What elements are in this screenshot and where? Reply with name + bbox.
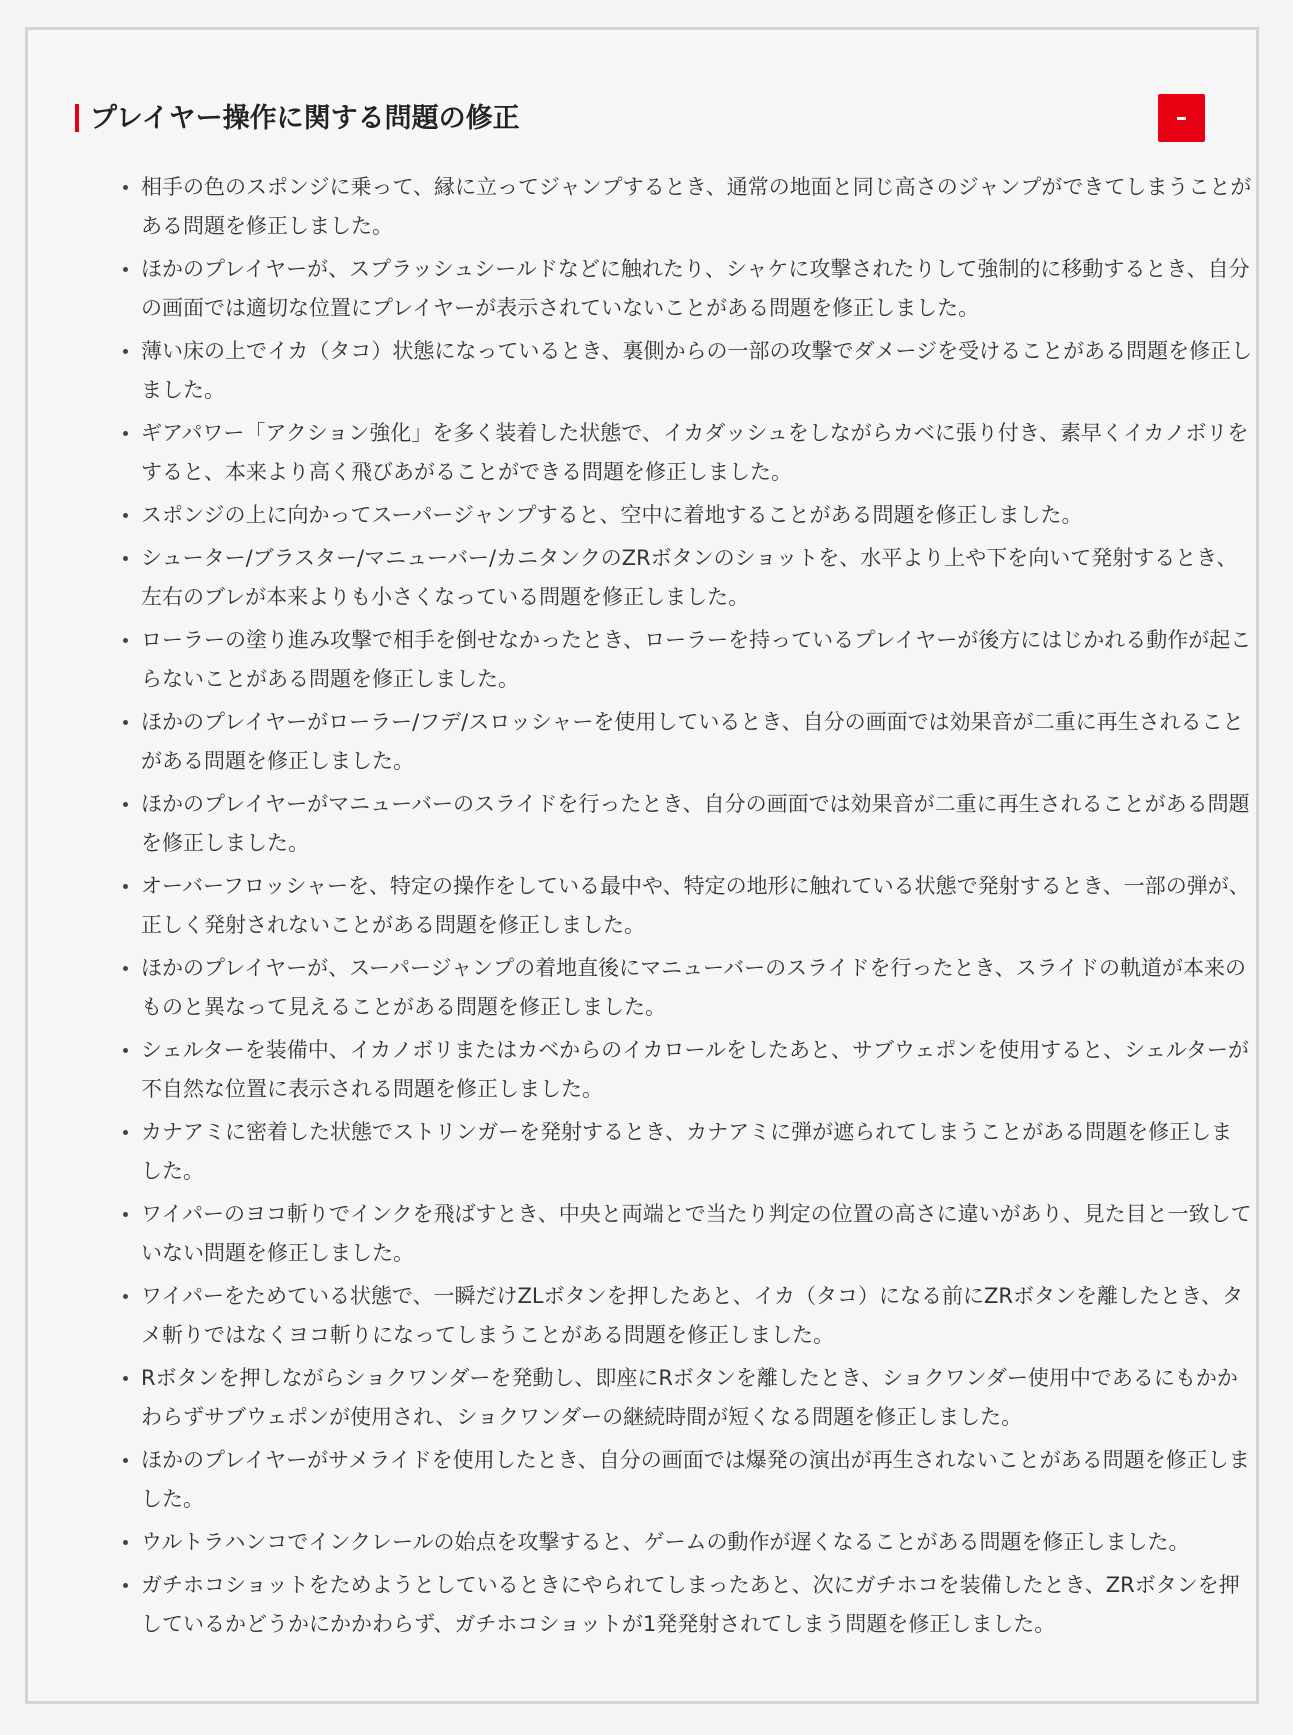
list-item-text: ウルトラハンコでインクレールの始点を攻撃すると、ゲームの動作が遅くなることがある問題を修正しました。 bbox=[141, 1530, 1190, 1554]
list-item-text: Rボタンを押しながらショクワンダーを発動し、即座にRボタンを離したとき、ショクワンダー使用中であるにもかかわらずサブウェポンが使用され、ショクワンダーの継続時間が短くなる問題を修正しました。 bbox=[141, 1366, 1238, 1429]
list-item-text: ワイパーのヨコ斬りでインクを飛ばすとき、中央と両端とで当たり判定の位置の高さに違いがあり、見た目と一致していない問題を修正しました。 bbox=[141, 1202, 1252, 1265]
bullet-icon bbox=[123, 1048, 128, 1053]
bullet-icon bbox=[123, 638, 128, 643]
section-title: プレイヤー操作に関する問題の修正 bbox=[90, 103, 520, 134]
list-item bbox=[123, 1031, 1253, 1109]
bullet-icon bbox=[123, 884, 128, 889]
list-item-text: ガチホコショットをためようとしているときにやられてしまったあと、次にガチホコを装備したとき、ZRボタンを押しているかどうかにかかわらず、ガチホコショットが1発発射されてしまう問題を修正しました。 bbox=[141, 1573, 1240, 1636]
list-item bbox=[123, 414, 1253, 492]
fix-list bbox=[123, 168, 1253, 1648]
list-item bbox=[123, 1277, 1253, 1355]
list-item bbox=[123, 1566, 1253, 1644]
bullet-icon bbox=[123, 431, 128, 436]
list-item-text: ワイパーをためている状態で、一瞬だけZLボタンを押したあと、イカ（タコ）になる前にZRボタンを離したとき、タメ斬りではなくヨコ斬りになってしまうことがある問題を修正しました。 bbox=[141, 1284, 1244, 1347]
list-item bbox=[123, 1359, 1253, 1437]
list-item-text: ほかのプレイヤーが、スーパージャンプの着地直後にマニューバーのスライドを行ったとき、スライドの軌道が本来のものと異なって見えることがある問題を修正しました。 bbox=[141, 956, 1247, 1019]
fix-notes-panel bbox=[25, 27, 1259, 1704]
list-item-text: ほかのプレイヤーがマニューバーのスライドを行ったとき、自分の画面では効果音が二重に再生されることがある問題を修正しました。 bbox=[141, 792, 1250, 855]
collapse-button[interactable] bbox=[1158, 94, 1205, 142]
bullet-icon bbox=[123, 802, 128, 807]
bullet-icon bbox=[123, 966, 128, 971]
list-item bbox=[123, 250, 1253, 328]
bullet-icon bbox=[123, 1376, 128, 1381]
bullet-icon bbox=[123, 1212, 128, 1217]
list-item-text: スポンジの上に向かってスーパージャンプすると、空中に着地することがある問題を修正しました。 bbox=[141, 503, 1083, 527]
bullet-icon bbox=[123, 556, 128, 561]
bullet-icon bbox=[123, 349, 128, 354]
bullet-icon bbox=[123, 1540, 128, 1545]
bullet-icon bbox=[123, 513, 128, 518]
list-item bbox=[123, 168, 1253, 246]
list-item bbox=[123, 621, 1253, 699]
list-item bbox=[123, 867, 1253, 945]
list-item-text: ほかのプレイヤーが、スプラッシュシールドなどに触れたり、シャケに攻撃されたりして強制的に移動するとき、自分の画面では適切な位置にプレイヤーが表示されていないことがある問題を修正しました。 bbox=[141, 257, 1250, 320]
list-item-text: オーバーフロッシャーを、特定の操作をしている最中や、特定の地形に触れている状態で発射するとき、一部の弾が、正しく発射されないことがある問題を修正しました。 bbox=[141, 874, 1250, 937]
list-item bbox=[123, 496, 1253, 535]
list-item-text: ギアパワー「アクション強化」を多く装着した状態で、イカダッシュをしながらカベに張り付き、素早くイカノボリをすると、本来より高く飛びあがることができる問題を修正しました。 bbox=[141, 421, 1249, 484]
list-item bbox=[123, 1195, 1253, 1273]
list-item bbox=[123, 703, 1253, 781]
list-item-text: ほかのプレイヤーがサメライドを使用したとき、自分の画面では爆発の演出が再生されないことがある問題を修正しました。 bbox=[141, 1448, 1250, 1511]
list-item-text: シューター/ブラスター/マニューバー/カニタンクのZRボタンのショットを、水平より上や下を向いて発射するとき、左右のブレが本来よりも小さくなっている問題を修正しました。 bbox=[141, 546, 1238, 609]
list-item-text: ほかのプレイヤーがローラー/フデ/スロッシャーを使用しているとき、自分の画面では効果音が二重に再生されることがある問題を修正しました。 bbox=[141, 710, 1244, 773]
list-item-text: カナアミに密着した状態でストリンガーを発射するとき、カナアミに弾が遮られてしまうことがある問題を修正しました。 bbox=[141, 1120, 1233, 1183]
bullet-icon bbox=[123, 1458, 128, 1463]
bullet-icon bbox=[123, 1583, 128, 1588]
list-item bbox=[123, 1523, 1253, 1562]
title-accent-bar bbox=[75, 104, 79, 132]
list-item bbox=[123, 1113, 1253, 1191]
list-item-text: 相手の色のスポンジに乗って、縁に立ってジャンプするとき、通常の地面と同じ高さのジャンプができてしまうことがある問題を修正しました。 bbox=[141, 175, 1252, 238]
list-item-text: 薄い床の上でイカ（タコ）状態になっているとき、裏側からの一部の攻撃でダメージを受けることがある問題を修正しました。 bbox=[141, 339, 1253, 402]
bullet-icon bbox=[123, 1294, 128, 1299]
bullet-icon bbox=[123, 267, 128, 272]
list-item bbox=[123, 785, 1253, 863]
section-header bbox=[75, 72, 1209, 132]
list-item-text: ローラーの塗り進み攻撃で相手を倒せなかったとき、ローラーを持っているプレイヤーが後方にはじかれる動作が起こらないことがある問題を修正しました。 bbox=[141, 628, 1252, 691]
list-item bbox=[123, 332, 1253, 410]
list-item bbox=[123, 539, 1253, 617]
list-item-text: シェルターを装備中、イカノボリまたはカベからのイカロールをしたあと、サブウェポンを使用すると、シェルターが不自然な位置に表示される問題を修正しました。 bbox=[141, 1038, 1249, 1101]
list-item bbox=[123, 949, 1253, 1027]
bullet-icon bbox=[123, 1130, 128, 1135]
minus-icon bbox=[1177, 117, 1186, 120]
bullet-icon bbox=[123, 185, 128, 190]
list-item bbox=[123, 1441, 1253, 1519]
bullet-icon bbox=[123, 720, 128, 725]
